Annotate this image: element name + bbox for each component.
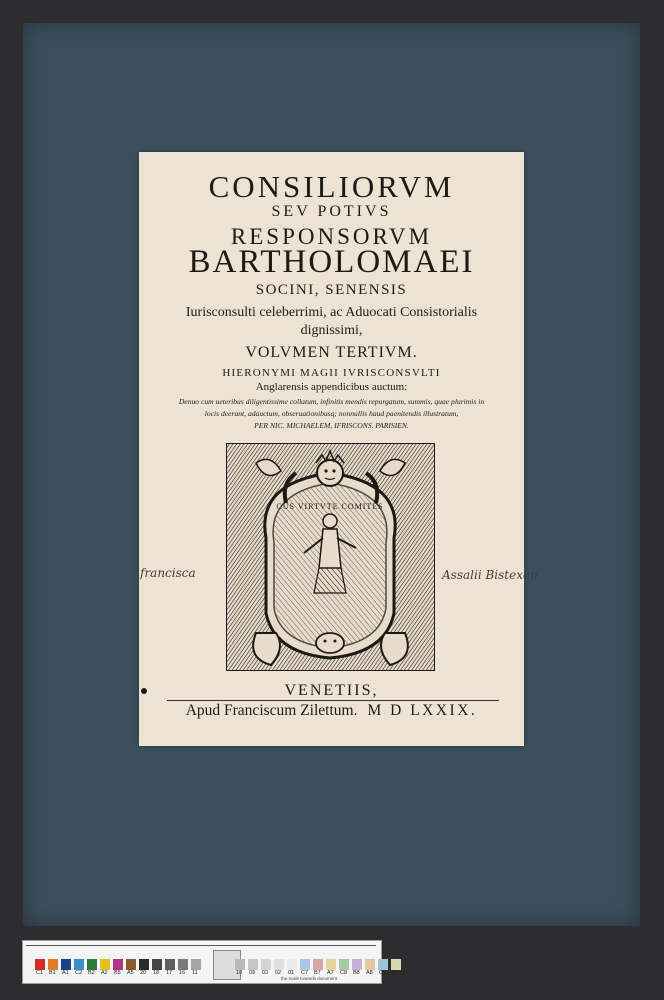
- color-swatch-label: A2: [101, 970, 108, 976]
- title-line-iurisconsulti: Iurisconsulti celeberrimi, ac Aduocati Consistorialis: [185, 305, 478, 320]
- color-swatch-label: A5: [127, 970, 134, 976]
- color-swatch: [61, 959, 71, 970]
- color-swatch-label: A7: [327, 970, 334, 976]
- color-swatch-label: B1: [49, 970, 56, 976]
- title-line-socini: SOCINI, SENENSIS: [255, 282, 408, 298]
- color-swatch-label: C1: [36, 970, 44, 976]
- color-swatch-label: 11: [192, 970, 198, 976]
- color-swatch-label: B7: [314, 970, 321, 976]
- color-swatch: [274, 959, 284, 970]
- color-swatch-label: 20: [140, 970, 147, 976]
- color-swatch: [191, 959, 201, 970]
- title-line-anglarensis: Anglarensis appendicibus auctum:: [255, 381, 408, 393]
- color-swatch: [165, 959, 175, 970]
- color-calibration-card: [22, 940, 399, 984]
- color-swatch: [100, 959, 110, 970]
- color-swatch: [248, 959, 258, 970]
- color-swatch: [113, 959, 123, 970]
- color-swatch-label: 01: [288, 970, 295, 976]
- color-swatch-label: B5: [114, 970, 121, 976]
- title-line-consiliorum: CONSILIORVM: [208, 169, 455, 204]
- ink-spot: [141, 688, 147, 694]
- color-swatch-label: C8: [340, 970, 348, 976]
- marginal-signature-right: Assalii Bistexen: [442, 568, 538, 582]
- color-swatch-label: B2: [88, 970, 95, 976]
- title-line-bartholomaei: BARTHOLOMAEI: [188, 244, 475, 280]
- card-note: the scale towards document: [281, 976, 338, 981]
- imprint-place: VENETIIS,: [284, 682, 379, 699]
- color-swatch: [178, 959, 188, 970]
- title-line-hieronymi: HIERONYMI MAGII IVRISCONSVLTI: [222, 367, 441, 379]
- color-swatch-label: 10: [236, 970, 243, 976]
- imprint-line: [139, 702, 524, 720]
- color-swatch-label: B9: [392, 970, 399, 976]
- imprint-year: M D LXXIX.: [367, 702, 478, 719]
- color-swatch-label: A1: [62, 970, 69, 976]
- color-swatch: [35, 959, 45, 970]
- color-swatch-label: B8: [353, 970, 360, 976]
- color-swatch: [152, 959, 162, 970]
- color-swatch-label: 02: [275, 970, 282, 976]
- color-swatch: [126, 959, 136, 970]
- color-swatch: [87, 959, 97, 970]
- color-swatch-label: 18: [153, 970, 160, 976]
- imprint-publisher: Apud Franciscum Zilettum.: [185, 702, 358, 719]
- woodcut-motto: CUS VIRTVTE COMITES: [276, 502, 384, 511]
- card-ruler: [26, 945, 376, 946]
- title-line-seu-potius: SEV POTIVS: [271, 203, 392, 220]
- color-swatch-label: C2: [75, 970, 83, 976]
- title-line-volumen: VOLVMEN TERTIVM.: [245, 344, 418, 361]
- color-swatch-label: 09: [249, 970, 256, 976]
- title-line-responsorum: RESPONSORVM: [230, 224, 433, 249]
- color-swatch: [139, 959, 149, 970]
- color-swatch: [300, 959, 310, 970]
- color-swatch-label: 17: [166, 970, 173, 976]
- imprint-rule: [167, 700, 499, 701]
- color-swatch-label: A8: [366, 970, 373, 976]
- color-swatch: [261, 959, 271, 970]
- color-swatch: [74, 959, 84, 970]
- color-swatch-label: 16: [179, 970, 186, 976]
- color-swatch: [48, 959, 58, 970]
- color-swatch: [365, 959, 375, 970]
- color-swatch: [235, 959, 245, 970]
- color-swatch-label: C7: [301, 970, 309, 976]
- title-line-denuo: Denuo cum ueteribus diligentissime collatum, infinitis mendis repurgatum, summis, quae plurimis in: [178, 397, 485, 406]
- color-swatch: [313, 959, 323, 970]
- color-swatch: [378, 959, 388, 970]
- title-line-locis: locis deerant, adauctum, obseruationibusq; nonnullis haud paenitendis illustratum,: [204, 409, 459, 418]
- color-swatch-label: 03: [262, 970, 269, 976]
- title-line-dignissimi: dignissimi,: [300, 323, 363, 338]
- color-swatch: [326, 959, 336, 970]
- title-page: [139, 152, 524, 746]
- color-swatch-label: C9: [379, 970, 387, 976]
- color-swatch: [287, 959, 297, 970]
- color-swatch: [352, 959, 362, 970]
- marginal-signature-left: francisca: [140, 566, 196, 580]
- title-line-per-nic: PER NIC. MICHAELEM, IFRISCONS. PARISIEN.: [254, 421, 409, 430]
- color-swatch: [391, 959, 401, 970]
- printers-device-woodcut: [226, 443, 435, 671]
- color-swatch: [339, 959, 349, 970]
